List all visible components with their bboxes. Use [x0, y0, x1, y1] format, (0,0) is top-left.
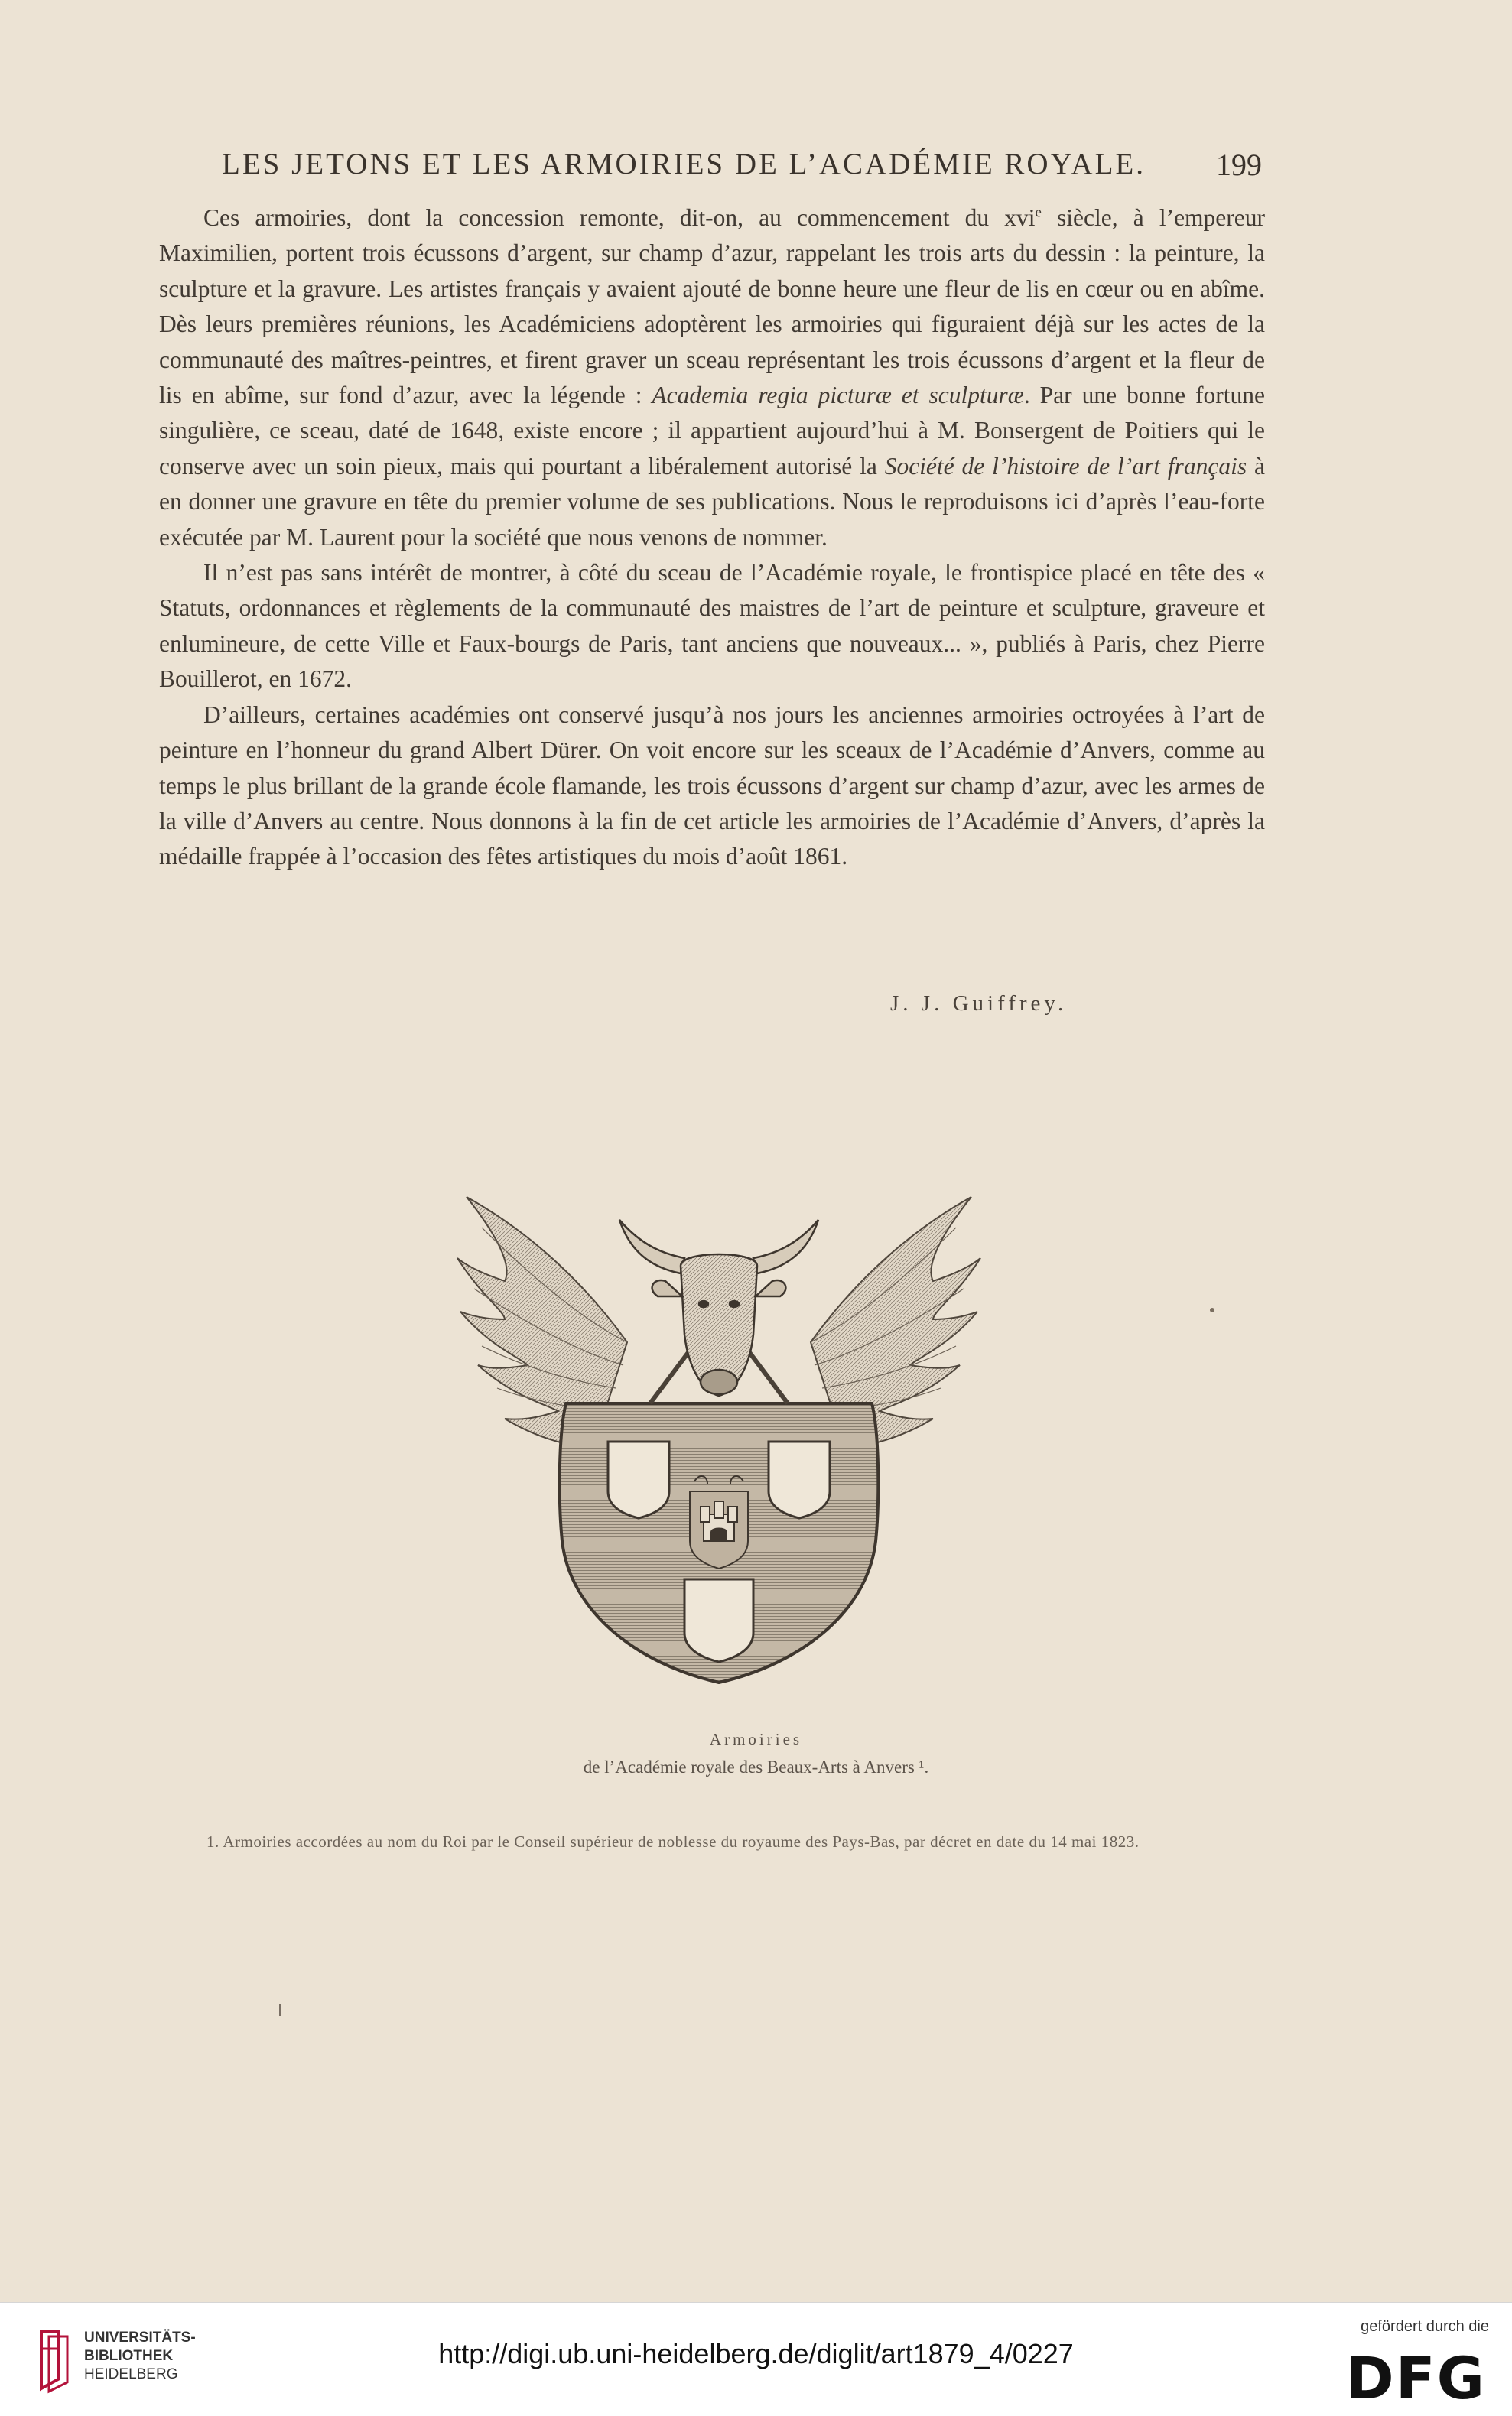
ink-mark — [279, 2004, 281, 2016]
paragraph-3: D’ailleurs, certaines académies ont conservé jusqu’à nos jours les anciennes armoiries octroyées à l’art de peinture en l’honneur du grand Albert Dürer. On voit encore sur les sceaux de l’Académie d’Anvers, comme au temps le plus brillant de la grande école flamande, les trois écussons d’argent sur champ d’azur, avec les armes de la ville d’Anvers au centre. Nous donnons à la fin de cet article les armoiries de l’Académie d’Anvers, d’après la médaille frappée à l’occasion des fêtes artistiques du mois d’août 1861. — [159, 701, 1265, 870]
ink-speck — [1210, 1308, 1214, 1312]
dfg-logo[interactable]: DFG — [1345, 2344, 1486, 2412]
paragraph-1: Ces armoiries, dont la concession remonte, dit-on, au commencement du xvi$^e$ siècle, à l’empereur Maximilien, portent trois écussons d’argent, sur champ d’azur, rappelant les trois arts du dessin : la peinture, la sculpture et la gravure. Les artistes français y avaient ajouté de bonne heure une fleur de lis en cœur ou en abîme. Dès leurs premières réunions, les Académiciens adoptèrent les armoiries qui figuraient déjà sur les actes de la communauté des maîtres-peintres, et firent graver un sceau représentant les trois écussons d’argent et la fleur de lis en abîme, sur fond d’azur, avec la légende : Academia regia picturæ et sculpturæ. Par une bonne fortune singulière, ce sceau, daté de 1648, existe encore ; il appartient aujourd’hui à M. Bonsergent de Poitiers qui le conserve avec un soin pieux, mais qui pourtant a libéralement autorisé la Société de l’histoire de l’art français à en donner une gravure en tête du premier volume de ses publications. Nous le reproduisons ici d’après l’eau-forte exécutée par M. Laurent pour la société que nous venons de nommer. — [159, 204, 1265, 551]
paragraph-2: Il n’est pas sans intérêt de montrer, à côté du sceau de l’Académie royale, le frontispice placé en tête des « Statuts, ordonnances et règlements de la communauté des maistres de l’art de peinture et sculpture, graveure et enlumineure, de cette Ville et Faux-bourgs de Paris, tant anciens que nouveaux... », publiés à Paris, chez Pierre Bouillerot, en 1672. — [159, 559, 1265, 693]
ox-head — [619, 1220, 818, 1396]
coat-of-arms-illustration — [451, 1182, 987, 1702]
article-body — [159, 200, 1265, 875]
page-number: 199 — [1216, 148, 1262, 182]
society-name: Société de l’histoire de l’art français — [884, 452, 1247, 480]
page-header — [222, 147, 1262, 193]
coat-of-arms-engraving — [451, 1182, 987, 1702]
funding-label: gefördert durch die — [1361, 2318, 1489, 2335]
author-signature: J. J. Guiffrey. — [890, 991, 1068, 1016]
century-superscript: e — [1035, 204, 1042, 221]
escutcheon-lower — [684, 1579, 753, 1662]
escutcheon-upper-right — [769, 1442, 830, 1518]
viewer-footer — [0, 2302, 1512, 2416]
running-title: LES JETONS ET LES ARMOIRIES DE L’ACADÉMIE ROYALE. — [222, 148, 1146, 180]
figure-caption-title: Armoiries — [709, 1730, 803, 1748]
footnote: 1. Armoiries accordées au nom du Roi par le Conseil supérieur de noblesse du royaume des Pays-Bas, par décret en date du 14 mai 1823. — [206, 1832, 1140, 1851]
funding-notice — [1321, 2318, 1489, 2412]
escutcheon-upper-left — [608, 1442, 669, 1518]
permalink-url[interactable]: http://digi.ub.uni-heidelberg.de/diglit/art1879_4/0227 — [438, 2338, 1074, 2369]
figure-caption-subtitle: de l’Académie royale des Beaux-Arts à Anvers ¹. — [583, 1758, 929, 1777]
seal-motto: Academia regia picturæ et sculpturæ — [652, 382, 1024, 409]
library-name: UNIVERSITÄTS- BIBLIOTHEK HEIDELBERG — [84, 2330, 196, 2382]
